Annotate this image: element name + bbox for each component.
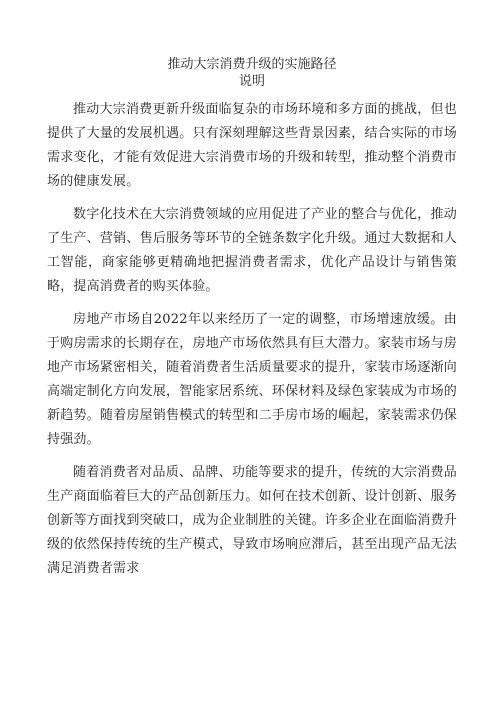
document-subtitle: 说明 (238, 74, 265, 89)
paragraph-3: 房地产市场自2022年以来经历了一定的调整，市场增速放缓。由于购房需求的长期存在，房地产市场依然具有巨大潜力。家装市场与房地产市场紧密相关，随着消费者生活质量要求的提升，家装市场逐渐向高端定制化方向发展，智能家居系统、环保材料及绿色家装成为市场的新趋势。随着房屋销售模式的转型和二手房市场的崛起，家装需求仍保持强劲。 (47, 312, 457, 447)
document-title: 推动大宗消费升级的实施路径 (167, 57, 337, 72)
document-page (47, 56, 457, 590)
paragraph-2: 数字化技术在大宗消费领域的应用促进了产业的整合与优化，推动了生产、营销、售后服务等环节的全链条数字化升级。通过大数据和人工智能，商家能够更精确地把握消费者需求，优化产品设计与销售策略，提高消费者的购买体验。 (47, 207, 457, 294)
paragraph-1: 推动大宗消费更新升级面临复杂的市场环境和多方面的挑战，但也提供了大量的发展机遇。只有深刻理解这些背景因素，结合实际的市场需求变化，才能有效促进大宗消费市场的升级和转型，推动整个消费市场的健康发展。 (47, 102, 457, 189)
paragraph-4: 随着消费者对品质、品牌、功能等要求的提升，传统的大宗消费品生产商面临着巨大的产品创新压力。如何在技术创新、设计创新、服务创新等方面找到突破口，成为企业制胜的关键。许多企业在面临消费升级的依然保持传统的生产模式，导致市场响应滞后，甚至出现产品无法满足消费者需求 (47, 465, 457, 576)
